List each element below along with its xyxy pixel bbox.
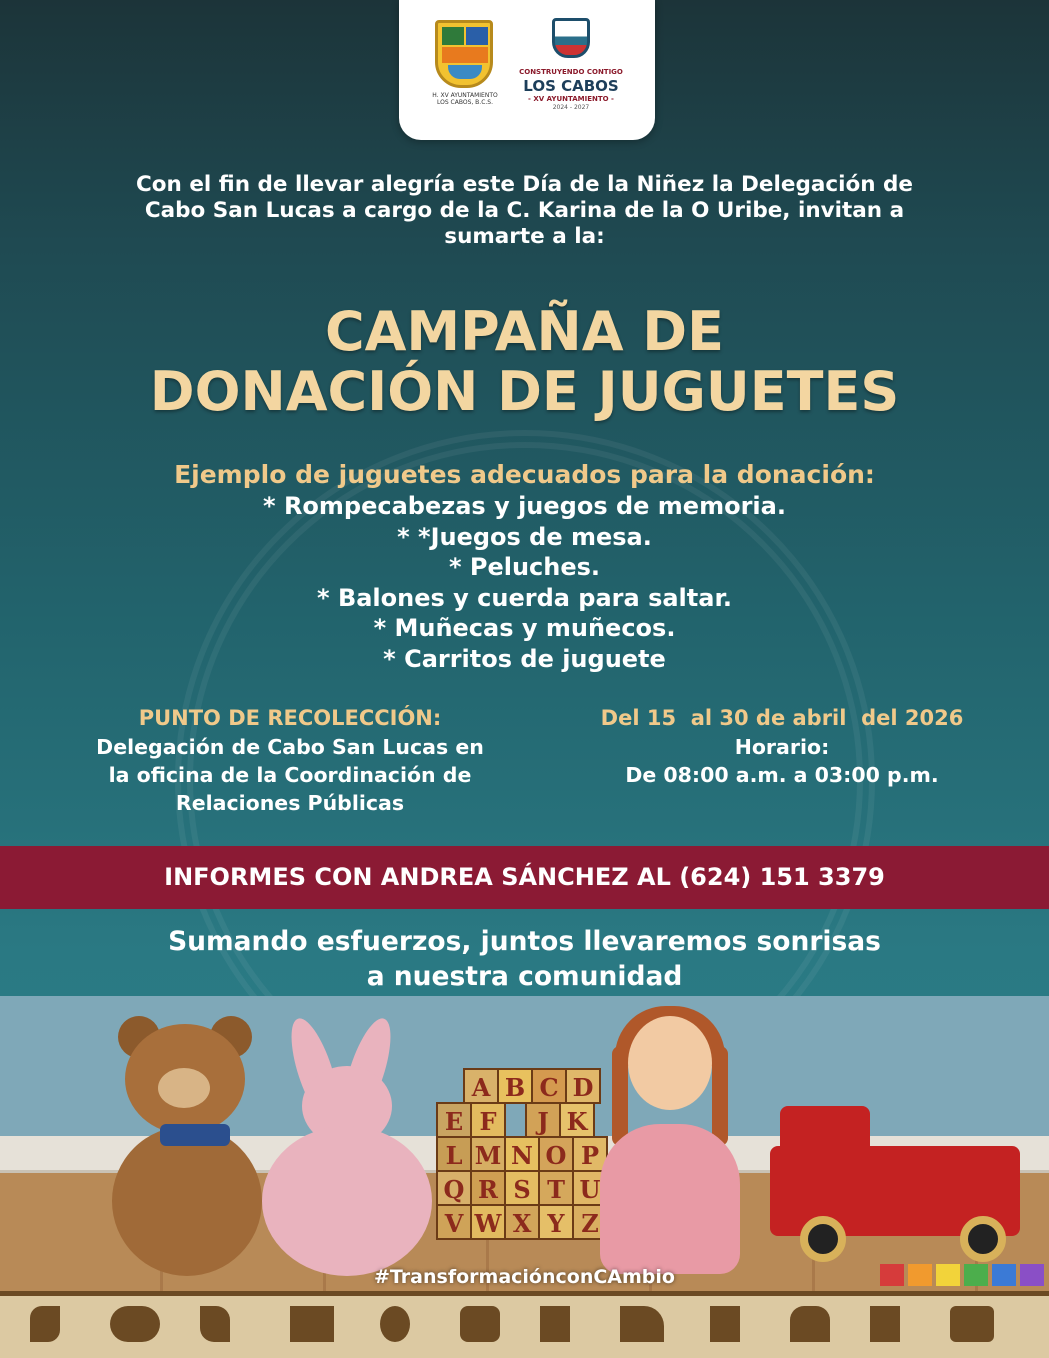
letter-block: Y xyxy=(538,1204,574,1240)
letter-block: S xyxy=(504,1170,540,1206)
toy-list-item: * Carritos de juguete xyxy=(383,644,666,673)
doll-head xyxy=(628,1016,712,1110)
border-glyph-icon xyxy=(950,1306,994,1342)
contact-banner xyxy=(0,846,1049,909)
date-info xyxy=(550,703,1014,789)
toy-list-item: * Balones y cuerda para saltar. xyxy=(317,583,732,612)
letter-block: T xyxy=(538,1170,574,1206)
teddy-body xyxy=(112,1126,262,1276)
slogan: Sumando esfuerzos, juntos llevaremos sonrisas a nuestra comunidad xyxy=(168,926,881,992)
los-cabos-emblem-icon xyxy=(552,18,590,58)
letter-block: J xyxy=(525,1102,561,1138)
border-glyph-icon xyxy=(540,1306,570,1342)
logo-card xyxy=(399,0,655,140)
border-glyph-icon xyxy=(110,1306,160,1342)
border-glyph-icon xyxy=(290,1306,334,1342)
teddy-bow xyxy=(160,1124,230,1146)
letter-block: V xyxy=(436,1204,472,1240)
intro-text: Con el fin de llevar alegría este Día de la Niñez la Delegación de Cabo San Lucas a cargo de la C. Karina de la O Uribe, invitan a sumarte a la: xyxy=(135,172,913,249)
pickup-heading: PUNTO DE RECOLECCIÓN: xyxy=(138,706,442,730)
letter-block: O xyxy=(538,1136,574,1172)
letter-block: C xyxy=(531,1068,567,1104)
municipal-shield-logo xyxy=(435,20,493,88)
border-glyph-icon xyxy=(620,1306,664,1342)
letter-block: K xyxy=(559,1102,595,1138)
letter-block: M xyxy=(470,1136,506,1172)
toy-list-item: * Peluches. xyxy=(448,553,601,581)
shield-caption-line-2: LOS CABOS, B.C.S. xyxy=(436,99,494,106)
letter-block: A xyxy=(463,1068,499,1104)
letter-block: P xyxy=(572,1136,608,1172)
hashtag xyxy=(0,1266,1049,1288)
border-glyph-icon xyxy=(200,1306,230,1342)
municipal-shield-caption xyxy=(419,92,511,106)
schedule-label: Horario: xyxy=(734,735,830,759)
letter-block: W xyxy=(470,1204,506,1240)
doll-dress xyxy=(600,1124,740,1274)
truck-wheel xyxy=(960,1216,1006,1262)
letter-block: E xyxy=(436,1102,472,1138)
border-glyph-icon xyxy=(460,1306,500,1342)
date-range: Del 15 al 30 de abril del 2026 xyxy=(600,706,964,730)
border-glyph-icon xyxy=(380,1306,410,1342)
los-cabos-wordmark: LOS CABOS xyxy=(523,77,619,95)
border-glyph-icon xyxy=(710,1306,740,1342)
letter-block: N xyxy=(504,1136,540,1172)
contact-banner-text: INFORMES CON ANDREA SÁNCHEZ AL (624) 151 3379 xyxy=(164,863,885,891)
toy-list xyxy=(40,491,1009,674)
campaign-title: CAMPAÑA DE DONACIÓN DE JUGUETES xyxy=(149,300,900,423)
toy-list-item: * *Juegos de mesa. xyxy=(397,522,652,551)
letter-block: D xyxy=(565,1068,601,1104)
pickup-point xyxy=(40,703,540,817)
toy-list-item: * Muñecas y muñecos. xyxy=(373,614,676,642)
letter-block: X xyxy=(504,1204,540,1240)
teddy-snout xyxy=(158,1068,210,1108)
los-cabos-tagline: CONSTRUYENDO CONTIGO xyxy=(519,68,623,76)
examples-heading: Ejemplo de juguetes adecuados para la donación: xyxy=(174,460,875,489)
truck-wheel xyxy=(800,1216,846,1262)
bunny-body xyxy=(262,1126,432,1276)
pickup-location: Delegación de Cabo San Lucas en la oficina de la Coordinación de Relaciones Públicas xyxy=(96,735,484,815)
letter-block: F xyxy=(470,1102,506,1138)
letter-block: Q xyxy=(436,1170,472,1206)
toys-photo xyxy=(0,996,1049,1358)
los-cabos-ayuntamiento: - XV AYUNTAMIENTO - xyxy=(528,95,614,103)
toy-list-item: * Rompecabezas y juegos de memoria. xyxy=(263,492,786,520)
letter-block: Z xyxy=(572,1204,608,1240)
border-glyph-icon xyxy=(790,1306,830,1342)
schedule-hours: De 08:00 a.m. a 03:00 p.m. xyxy=(625,763,939,787)
border-glyph-icon xyxy=(30,1306,60,1342)
los-cabos-period: 2024 - 2027 xyxy=(552,104,590,111)
letter-block: B xyxy=(497,1068,533,1104)
letter-block: R xyxy=(470,1170,506,1206)
border-glyph-icon xyxy=(870,1306,900,1342)
shield-caption-line-1: H. XV AYUNTAMIENTO xyxy=(432,92,498,99)
letter-block: U xyxy=(572,1170,608,1206)
hashtag-text: #TransformaciónconCAmbio xyxy=(374,1266,675,1288)
letter-block: L xyxy=(436,1136,472,1172)
